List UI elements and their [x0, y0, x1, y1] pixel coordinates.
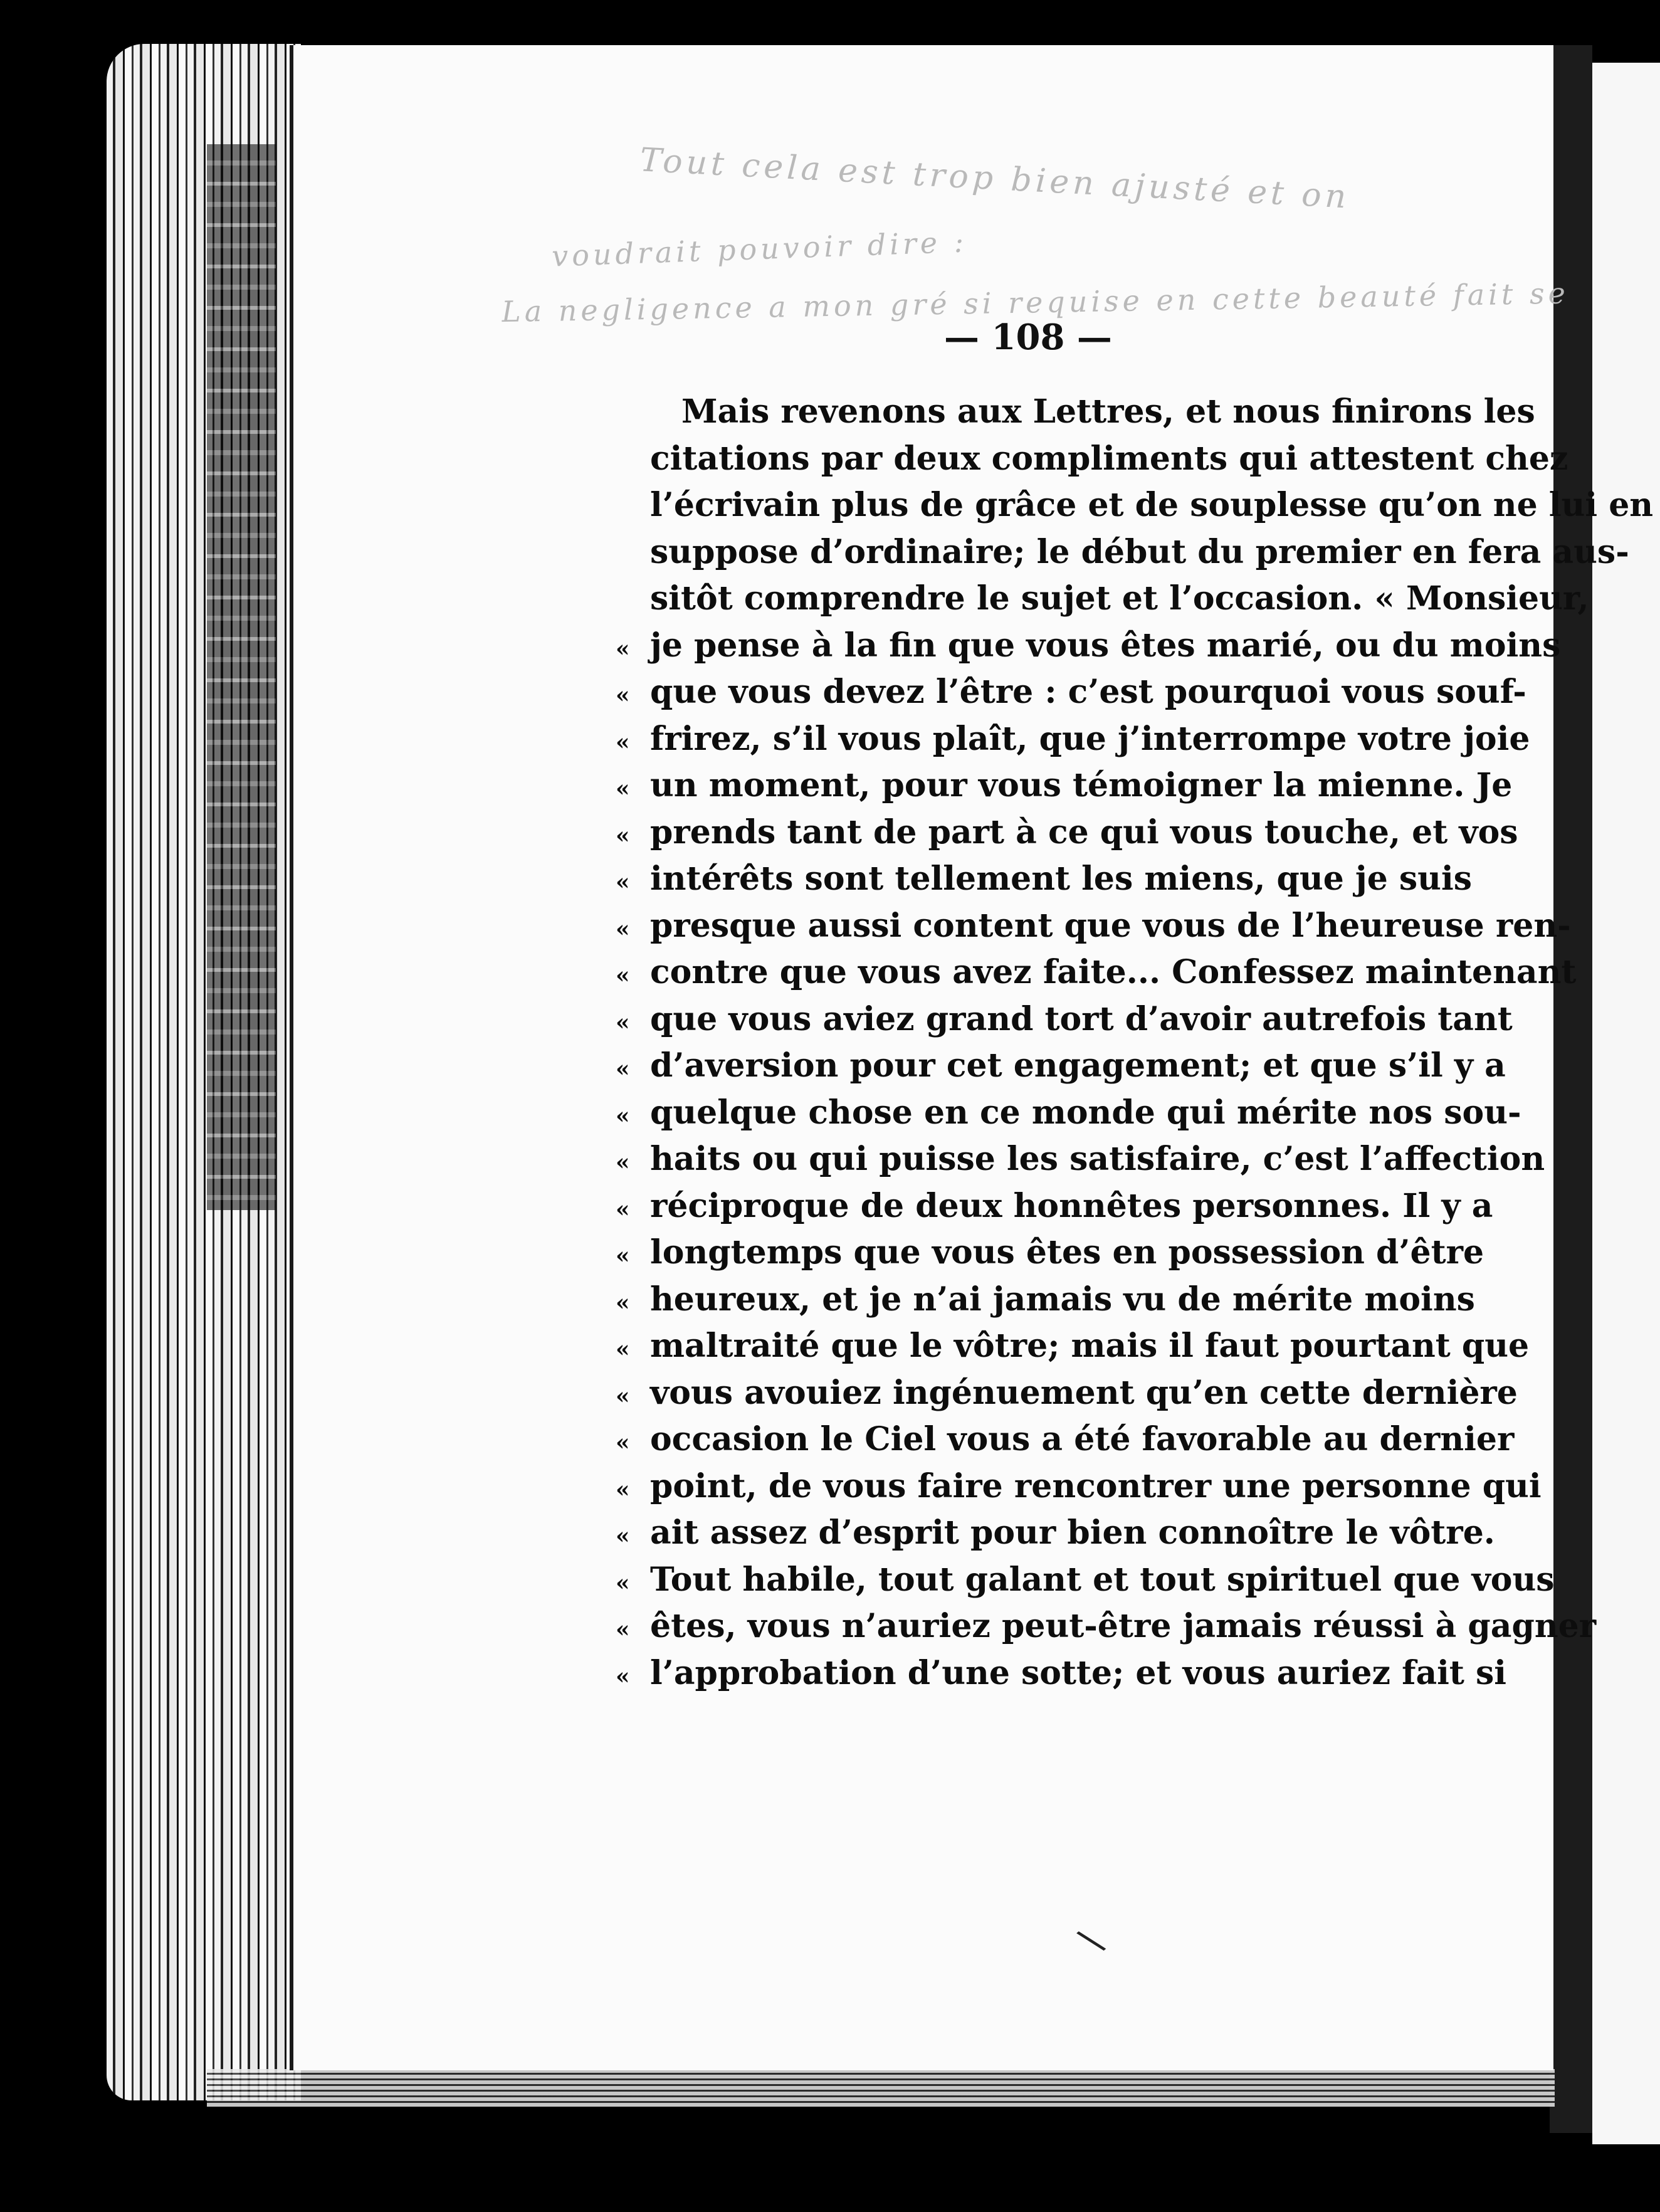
line-text: sitôt comprendre le sujet et l’occasion. « Monsieur,	[650, 579, 1589, 618]
text-line	[616, 1416, 1515, 1463]
page-edge-shadow	[207, 144, 276, 1210]
quote-mark: «	[616, 635, 630, 662]
line-text: un moment, pour vous témoigner la mienne. Je	[650, 766, 1513, 804]
text-line	[616, 1090, 1521, 1137]
quote-mark: «	[616, 1009, 630, 1036]
quote-mark: «	[616, 1569, 630, 1596]
handwritten-note-line-3: La negligence a mon gré si requise en cette beauté fait se	[501, 276, 1570, 329]
body-text	[616, 389, 1654, 1697]
line-text: citations par deux compliments qui attestent chez	[650, 439, 1568, 478]
line-text: heureux, et je n’ai jamais vu de mérite moins	[650, 1280, 1475, 1319]
text-line	[616, 949, 1577, 996]
handwritten-note-line-1: Tout cela est trop bien ajusté et on	[639, 141, 1351, 216]
line-text: ait assez d’esprit pour bien connoître le vôtre.	[650, 1514, 1495, 1552]
book-gutter	[1550, 45, 1592, 2133]
quote-mark: «	[616, 1149, 630, 1176]
line-text: longtemps que vous êtes en possession d’être	[650, 1233, 1484, 1272]
text-line	[616, 529, 1629, 576]
quote-mark: «	[616, 1102, 630, 1129]
handwritten-note-line-2: voudrait pouvoir dire :	[551, 224, 968, 273]
line-text: réciproque de deux honnêtes personnes. Il y a	[650, 1186, 1493, 1225]
text-line	[616, 389, 1535, 436]
line-text: Mais revenons aux Lettres, et nous finirons les	[681, 392, 1535, 431]
text-line	[616, 669, 1526, 716]
line-text: point, de vous faire rencontrer une personne qui	[650, 1467, 1542, 1505]
text-line	[616, 436, 1568, 483]
text-line	[616, 996, 1513, 1043]
text-line	[616, 762, 1513, 809]
quote-mark: «	[616, 1523, 630, 1549]
line-text: contre que vous avez faite... Confessez maintenant	[650, 953, 1577, 991]
quote-mark: «	[616, 1056, 630, 1082]
line-text: vous avouiez ingénuement qu’en cette dernière	[650, 1373, 1518, 1412]
line-text: que vous aviez grand tort d’avoir autrefois tant	[650, 999, 1513, 1038]
quote-mark: «	[616, 915, 630, 942]
quote-mark: «	[616, 682, 630, 708]
text-line	[616, 1183, 1493, 1230]
quote-mark: «	[616, 776, 630, 802]
quote-mark: «	[616, 869, 630, 895]
line-text: prends tant de part à ce qui vous touche, et vos	[650, 813, 1518, 851]
text-line	[616, 1323, 1530, 1370]
line-text: occasion le Ciel vous a été favorable au dernier	[650, 1420, 1515, 1458]
line-text: maltraité que le vôtre; mais il faut pourtant que	[650, 1327, 1530, 1365]
text-line	[616, 1557, 1555, 1604]
text-line	[616, 1603, 1597, 1650]
line-text: que vous devez l’être : c’est pourquoi vous souf-	[650, 673, 1526, 711]
text-line	[616, 716, 1530, 763]
quote-mark: «	[616, 962, 630, 989]
quote-mark: «	[616, 1616, 630, 1643]
text-line	[616, 1230, 1484, 1277]
text-line	[616, 903, 1571, 950]
quote-mark: «	[616, 1196, 630, 1223]
text-line	[616, 1370, 1518, 1417]
bottom-page-edges	[207, 2069, 1555, 2107]
text-line	[616, 482, 1654, 529]
text-line	[616, 1510, 1495, 1557]
quote-mark: «	[616, 1289, 630, 1316]
text-line	[616, 1277, 1475, 1324]
line-text: presque aussi content que vous de l’heureuse ren-	[650, 906, 1571, 945]
line-text: intérêts sont tellement les miens, que je suis	[650, 860, 1472, 898]
quote-mark: «	[616, 1430, 630, 1456]
facing-page-edge	[1592, 63, 1660, 2144]
quote-mark: «	[616, 822, 630, 849]
line-text: je pense à la fin que vous êtes marié, ou du moins	[650, 626, 1561, 665]
page-number: — 108 —	[944, 317, 1112, 358]
text-line	[616, 809, 1518, 856]
quote-mark: «	[616, 1382, 630, 1409]
quote-mark: «	[616, 1663, 630, 1690]
line-text: quelque chose en ce monde qui mérite nos sou-	[650, 1093, 1521, 1132]
line-text: Tout habile, tout galant et tout spirituel que vous	[650, 1560, 1555, 1599]
text-line	[616, 1650, 1507, 1697]
line-text: suppose d’ordinaire; le début du premier en fera aus-	[650, 532, 1629, 571]
text-line	[616, 1043, 1506, 1090]
quote-mark: «	[616, 1243, 630, 1269]
text-line	[616, 1136, 1545, 1183]
stray-pen-mark: \	[1071, 1919, 1110, 1962]
line-text: l’écrivain plus de grâce et de souplesse qu’on ne lui en	[650, 486, 1654, 524]
quote-mark: «	[616, 1336, 630, 1362]
text-line	[616, 623, 1561, 670]
line-text: d’aversion pour cet engagement; et que s’il y a	[650, 1046, 1506, 1085]
line-text: l’approbation d’une sotte; et vous auriez fait si	[650, 1653, 1507, 1692]
line-text: êtes, vous n’auriez peut-être jamais réussi à gagner	[650, 1607, 1597, 1645]
line-text: haits ou qui puisse les satisfaire, c’est l’affection	[650, 1140, 1545, 1178]
text-line	[616, 576, 1589, 623]
quote-mark: «	[616, 1476, 630, 1503]
text-line	[616, 856, 1472, 903]
line-text: frirez, s’il vous plaît, que j’interrompe votre joie	[650, 719, 1530, 758]
quote-mark: «	[616, 729, 630, 756]
text-line	[616, 1463, 1542, 1510]
